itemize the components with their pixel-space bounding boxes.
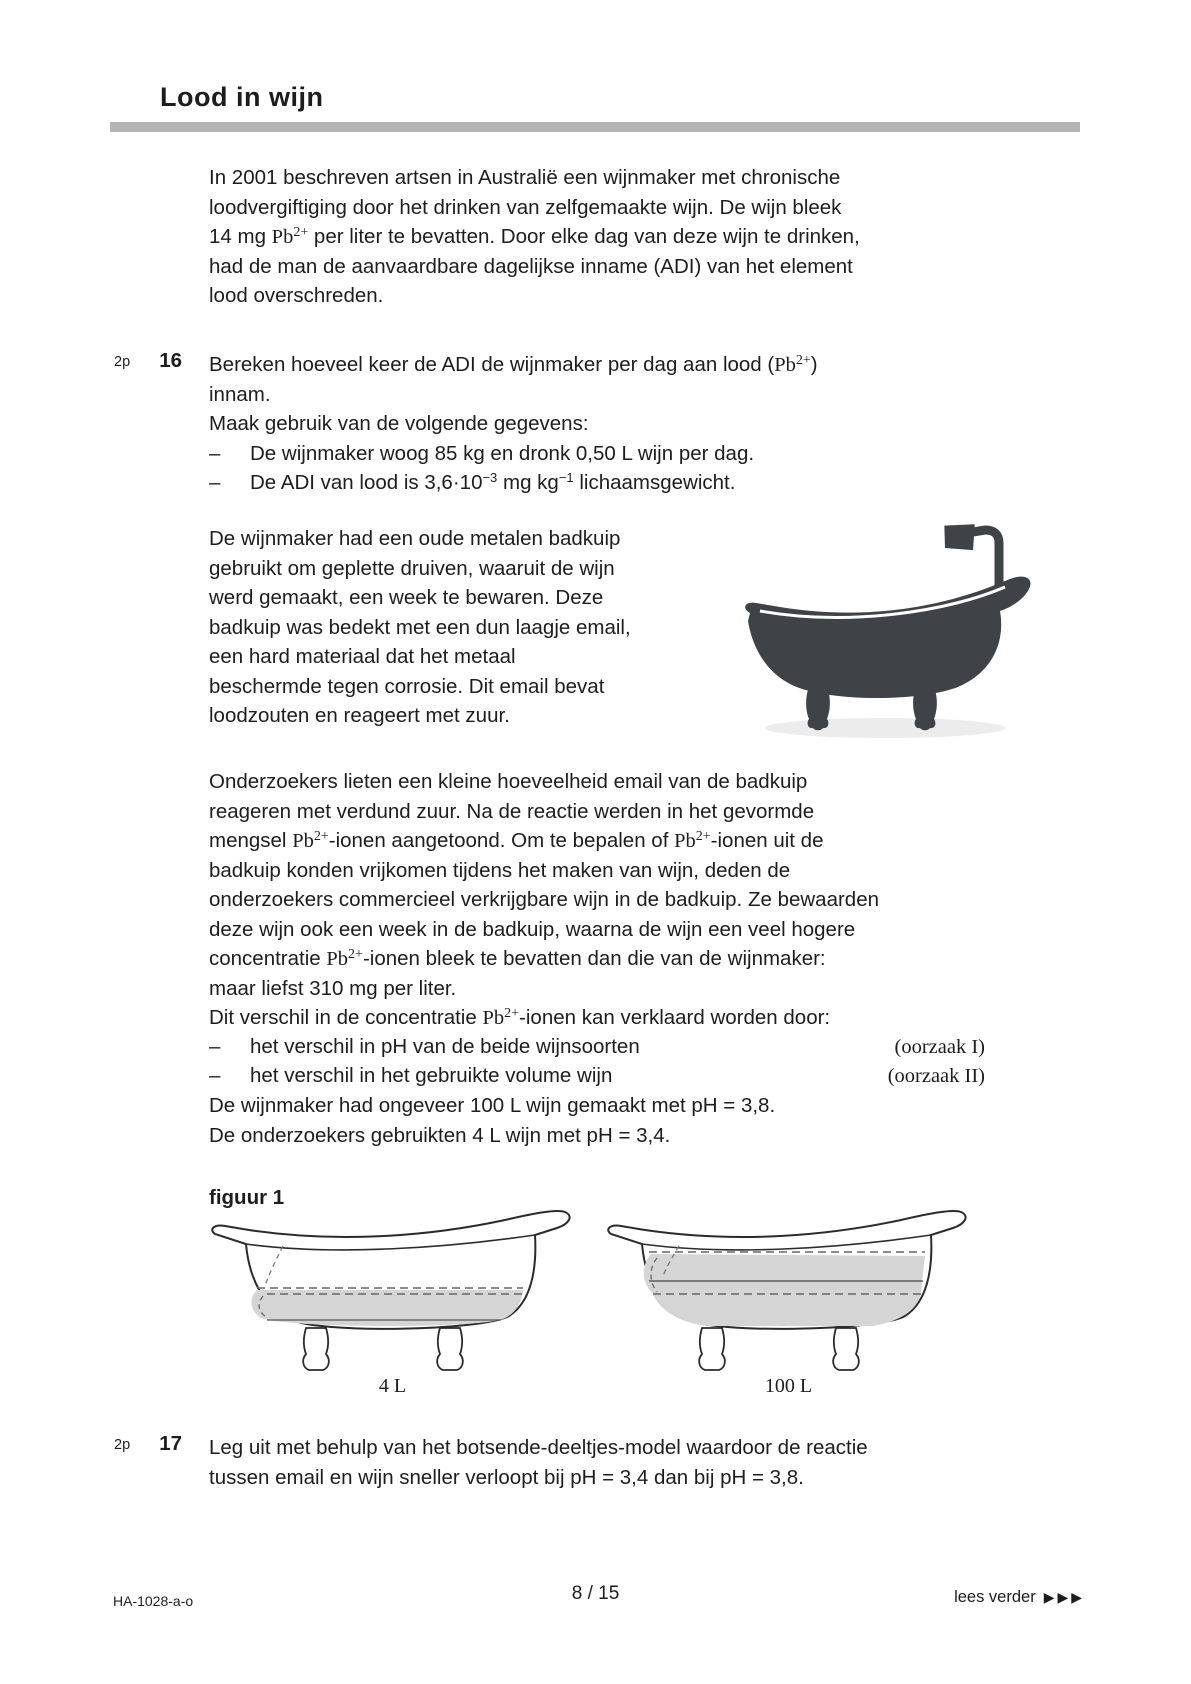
tub-foot-right bbox=[833, 1328, 859, 1370]
text-segment: gebruikt om geplette druiven, waaruit de wijn bbox=[209, 556, 615, 580]
ph-lines bbox=[209, 1091, 775, 1150]
text-segment: concentratie bbox=[209, 947, 327, 970]
text-segment: werd gemaakt, een week te bewaren. Deze bbox=[209, 586, 604, 609]
text-segment: De ADI van lood is 3,6·10 bbox=[250, 471, 483, 494]
text-segment: loodzouten en reageert met zuur. bbox=[209, 704, 510, 727]
text-segment: badkuip konden vrijkomen tijdens het maken van wijn, deden de bbox=[209, 858, 791, 882]
text-line bbox=[209, 1091, 775, 1121]
cause-label bbox=[895, 1032, 985, 1063]
q17-number: 17 bbox=[159, 1432, 182, 1455]
text-line bbox=[209, 439, 818, 469]
tub-foot-left bbox=[303, 1328, 329, 1370]
text-segment: -ionen bleek te bevatten dan die van de wijnmaker: bbox=[362, 947, 826, 970]
text-line bbox=[209, 856, 879, 886]
text-line bbox=[209, 1121, 775, 1151]
text-segment: Onderzoekers lieten een kleine hoeveelheid email van de badkuip bbox=[209, 770, 808, 793]
figure-tub-large-label: 100 L bbox=[764, 1375, 813, 1397]
text-line bbox=[209, 885, 879, 915]
text-line bbox=[209, 613, 699, 643]
text-segment: Pb bbox=[271, 226, 294, 248]
text-line bbox=[209, 826, 879, 856]
text-line bbox=[209, 163, 860, 193]
text-segment: Pb bbox=[326, 948, 349, 970]
text-segment: Pb bbox=[292, 830, 314, 852]
footer-page-indicator: 8 / 15 bbox=[571, 1583, 620, 1604]
q17-points: 2p bbox=[114, 1437, 131, 1453]
text-line bbox=[209, 252, 860, 282]
text-segment: onderzoekers commercieel verkrijgbare wijn in de badkuip. Ze bewaarden bbox=[209, 888, 880, 911]
text-line bbox=[209, 380, 818, 410]
figure-tub-large bbox=[601, 1208, 976, 1376]
continue-arrows-icon: ▶▶▶ bbox=[1043, 1590, 1085, 1606]
cause-text: het verschil in het gebruikte volume wijn bbox=[250, 1064, 613, 1087]
text-segment: per liter te bevatten. Door elke dag van deze wijn te drinken, bbox=[308, 225, 860, 248]
text-segment: De wijnmaker had ongeveer 100 L wijn gemaakt met pH = 3,8. bbox=[209, 1094, 776, 1117]
q16-text bbox=[209, 350, 818, 498]
tub-liquid bbox=[251, 1290, 523, 1326]
text-line bbox=[209, 672, 699, 702]
text-segment: (oorzaak I) bbox=[894, 1036, 985, 1058]
text-segment: Pb bbox=[482, 1007, 505, 1029]
page-title: Lood in wijn bbox=[160, 82, 324, 112]
cause-row-1 bbox=[209, 1032, 985, 1063]
intro-paragraph bbox=[209, 163, 860, 311]
figure-tub-small-label: 4 L bbox=[378, 1375, 407, 1397]
text-line bbox=[209, 468, 818, 498]
list-dash: – bbox=[209, 441, 221, 465]
text-segment: beschermde tegen corrosie. Dit email bevat bbox=[209, 674, 605, 698]
text-line bbox=[209, 524, 699, 554]
list-dash: – bbox=[209, 1064, 221, 1087]
text-segment: een hard materiaal dat het metaal bbox=[209, 645, 516, 668]
text-line bbox=[209, 701, 699, 731]
text-segment: -ionen kan verklaard worden door: bbox=[519, 1006, 831, 1029]
footer-continue bbox=[954, 1588, 1085, 1607]
text-line bbox=[209, 642, 699, 672]
text-line bbox=[209, 974, 879, 1004]
text-line bbox=[209, 797, 879, 827]
text-segment: De wijnmaker woog 85 kg en dronk 0,50 L wijn per dag. bbox=[250, 441, 755, 465]
tub-foot-right bbox=[437, 1328, 463, 1370]
q16-points: 2p bbox=[114, 354, 131, 370]
text-line bbox=[209, 222, 860, 252]
text-segment: ) bbox=[810, 353, 818, 376]
text-segment: badkuip was bedekt met een dun laagje email, bbox=[209, 615, 631, 639]
text-line bbox=[209, 583, 699, 613]
text-segment: lood overschreden. bbox=[209, 284, 384, 307]
text-segment: had de man de aanvaardbare dagelijkse inname (ADI) van het element bbox=[209, 254, 853, 278]
text-segment: Bereken hoeveel keer de ADI de wijnmaker per dag aan lood ( bbox=[209, 353, 775, 376]
text-line bbox=[209, 1003, 879, 1033]
cause-row-2 bbox=[209, 1061, 985, 1092]
research-paragraph bbox=[209, 767, 879, 1033]
text-segment: maar liefst 310 mg per liter. bbox=[209, 976, 457, 1000]
text-segment: deze wijn ook een week in de badkuip, waarna de wijn een veel hogere bbox=[209, 917, 856, 941]
text-segment: De onderzoekers gebruikten 4 L wijn met pH = 3,4. bbox=[209, 1123, 671, 1147]
figure-tub-small bbox=[205, 1208, 580, 1376]
text-segment: Pb bbox=[674, 830, 696, 852]
text-segment: Maak gebruik van de volgende gegevens: bbox=[209, 412, 589, 435]
text-line bbox=[209, 944, 879, 974]
text-segment: -ionen aangetoond. Om te bepalen of bbox=[328, 829, 675, 852]
footer-continue-text: lees verder bbox=[954, 1588, 1036, 1606]
tub-liquid bbox=[644, 1254, 925, 1326]
text-segment: mg kg bbox=[497, 471, 559, 494]
text-segment: 2+ bbox=[293, 225, 309, 240]
text-segment: reageren met verdund zuur. Na de reactie werden in het gevormde bbox=[209, 799, 815, 823]
text-segment: innam. bbox=[209, 382, 271, 406]
text-segment: mengsel bbox=[209, 829, 293, 852]
bathtub-paragraph bbox=[209, 524, 699, 731]
text-line bbox=[209, 193, 860, 223]
text-line bbox=[209, 767, 879, 797]
shower-head-icon bbox=[940, 519, 979, 555]
text-line bbox=[209, 1463, 868, 1493]
text-segment: 2+ bbox=[313, 829, 329, 844]
text-segment: −3 bbox=[482, 470, 498, 485]
tub-foot-left bbox=[699, 1328, 725, 1370]
text-segment: (oorzaak II) bbox=[887, 1065, 985, 1087]
title-underline-bar bbox=[110, 122, 1080, 132]
q16-number: 16 bbox=[159, 349, 182, 372]
text-line bbox=[209, 915, 879, 945]
cause-label bbox=[888, 1061, 985, 1092]
text-segment: -ionen uit de bbox=[710, 829, 824, 852]
list-dash: – bbox=[209, 1035, 221, 1058]
text-line bbox=[209, 409, 818, 439]
text-segment: De wijnmaker had een oude metalen badkuip bbox=[209, 527, 621, 550]
cause-text: het verschil in pH van de beide wijnsoorten bbox=[250, 1035, 640, 1058]
text-segment: 2+ bbox=[695, 829, 711, 844]
text-segment: loodvergiftiging door het drinken van zelfgemaakte wijn. De wijn bleek bbox=[209, 195, 842, 219]
footer-doc-code: HA-1028-a-o bbox=[113, 1593, 194, 1609]
text-segment: 2+ bbox=[504, 1006, 520, 1021]
bathtub-foot-right bbox=[913, 685, 937, 730]
text-segment: Dit verschil in de concentratie bbox=[209, 1006, 483, 1029]
figure-1-label: figuur 1 bbox=[209, 1186, 285, 1209]
text-segment: −1 bbox=[558, 470, 574, 485]
text-segment: 2+ bbox=[348, 947, 363, 962]
bathtub-foot-left bbox=[806, 685, 830, 730]
text-segment: Pb bbox=[774, 354, 796, 376]
bathtub-silhouette-illustration bbox=[700, 515, 1040, 745]
text-segment: Leg uit met behulp van het botsende-deeltjes-model waardoor de reactie bbox=[209, 1436, 868, 1459]
text-segment: In 2001 beschreven artsen in Australië een wijnmaker met chronische bbox=[209, 166, 841, 189]
text-segment: 14 mg bbox=[209, 225, 272, 248]
text-segment: lichaamsgewicht. bbox=[573, 471, 736, 494]
bathtub-shadow bbox=[765, 718, 1005, 738]
q17-text bbox=[209, 1433, 868, 1492]
text-segment: tussen email en wijn sneller verloopt bij pH = 3,4 dan bij pH = 3,8. bbox=[209, 1465, 804, 1489]
list-dash: – bbox=[209, 471, 221, 494]
text-line bbox=[209, 350, 818, 380]
text-line bbox=[209, 1433, 868, 1463]
text-line bbox=[209, 281, 860, 311]
text-line bbox=[209, 554, 699, 584]
text-segment: 2+ bbox=[795, 353, 811, 368]
